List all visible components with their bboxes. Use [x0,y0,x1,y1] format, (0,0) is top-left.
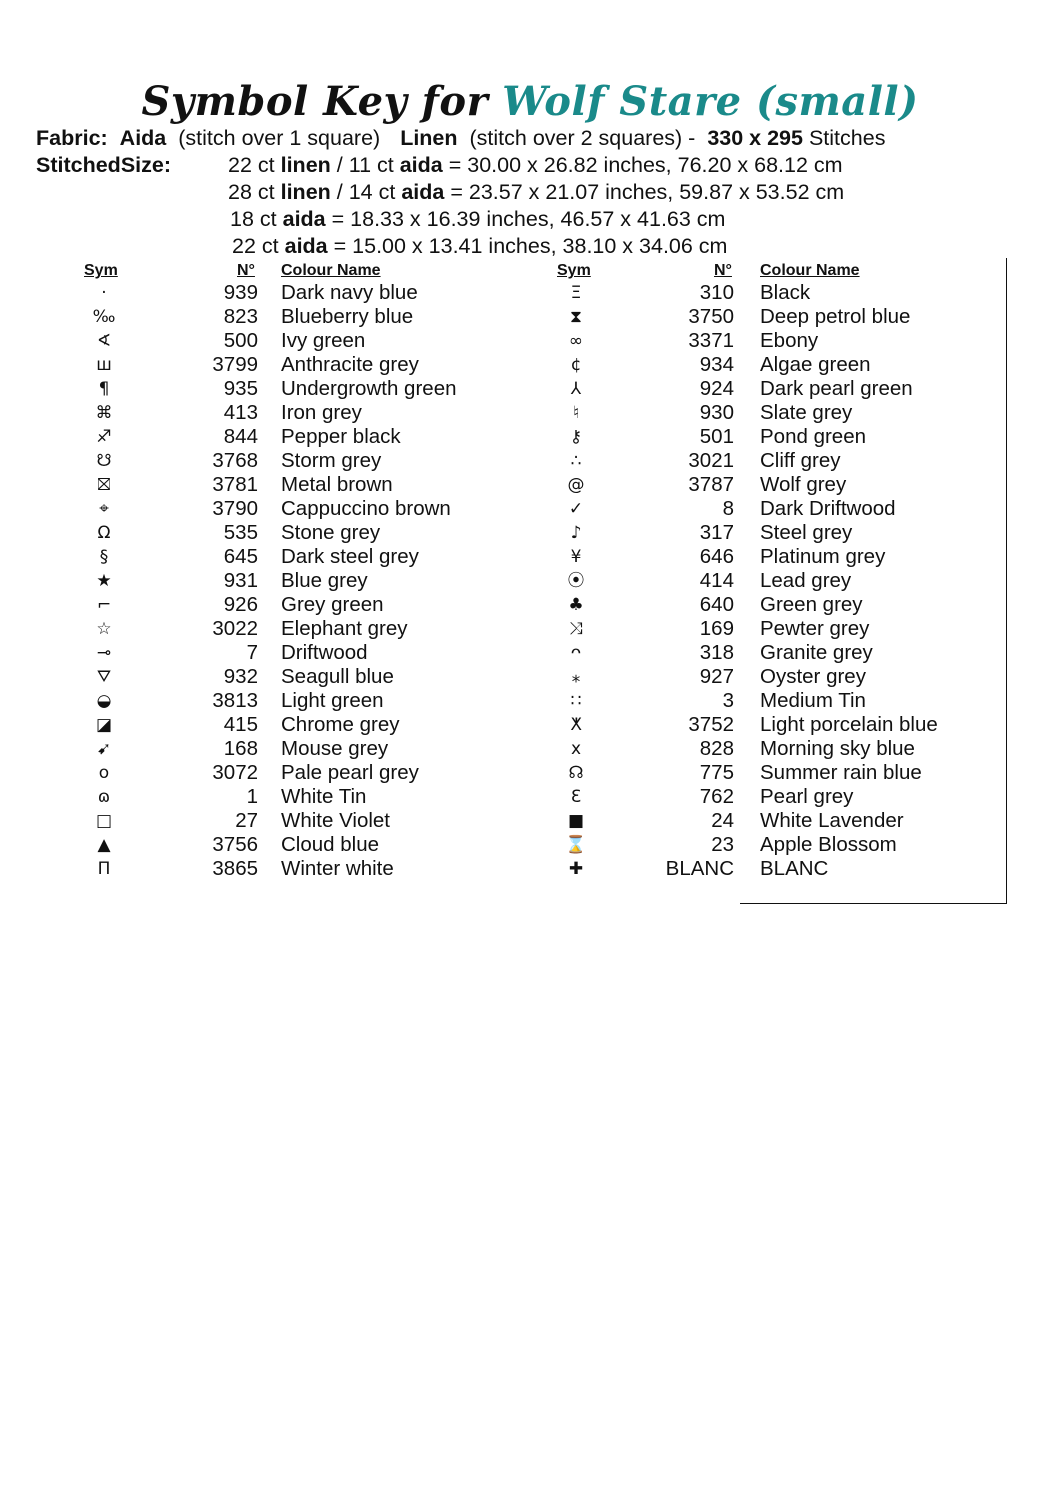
colour-name: Green grey [760,593,863,616]
colour-name: White Violet [281,809,391,832]
colour-name: Morning sky blue [760,737,915,760]
symbol-glyph: ⅄ [570,379,582,399]
thread-number: 645 [223,545,258,568]
thread-number: 3 [722,689,734,712]
thread-number: 932 [223,665,258,688]
colour-name: Cloud blue [281,833,380,856]
symbol-glyph: ⦿ [567,571,585,591]
thread-number: 3790 [212,497,258,520]
thread-number: 3072 [212,761,258,784]
thread-number: 317 [699,521,734,544]
symbol-glyph: ☆ [96,619,112,639]
symbol-glyph: ⚷ [569,427,583,447]
colour-name: White Lavender [760,809,904,832]
thread-number: 3371 [688,329,734,352]
symbol-glyph: ⛛ [96,667,112,687]
thread-number: 844 [223,425,258,448]
symbol-glyph: · [101,283,107,303]
colour-name: Iron grey [281,401,362,424]
symbol-glyph: ∢ [96,331,112,351]
thread-number: 24 [711,809,734,832]
thread-number: 535 [223,521,258,544]
symbol-glyph: ★ [96,571,112,591]
thread-number: 3022 [212,617,258,640]
colour-name: Dark pearl green [760,377,913,400]
colour-name: Platinum grey [760,545,886,568]
fabric-label: Fabric: [36,126,108,150]
symbol-glyph: ✚ [568,859,584,879]
colour-name: Pond green [760,425,867,448]
colour-name: Winter white [281,857,394,880]
thread-number: 3768 [212,449,258,472]
symbol-glyph: ⌘ [95,403,113,423]
thread-number: BLANC [665,857,734,880]
thread-number: 3781 [212,473,258,496]
colour-name: Blueberry blue [281,305,414,328]
colour-name: Black [760,281,811,304]
colour-name: Elephant grey [281,617,408,640]
colour-name: Pepper black [281,425,401,448]
symbol-glyph: ♮ [572,403,580,423]
thread-number: 3813 [212,689,258,712]
colour-name: Pewter grey [760,617,870,640]
thread-number: 8 [722,497,734,520]
thread-number: 501 [699,425,734,448]
header-num-left: N° [237,262,255,279]
thread-number: 762 [699,785,734,808]
title-pattern-name: Wolf Stare (small) [502,78,919,125]
colour-name: White Tin [281,785,367,808]
symbol-glyph: ⁎ [571,667,581,687]
header-num-right: N° [714,262,732,279]
colour-name: Light porcelain blue [760,713,938,736]
colour-name: BLANC [760,857,829,880]
colour-name: Lead grey [760,569,852,592]
size-line: 22 ct aida = 15.00 x 13.41 inches, 38.10 x 34.06 cm [232,234,728,258]
fabric-linen: Linen [400,126,458,150]
colour-name: Light green [281,689,384,712]
thread-number: 169 [699,617,734,640]
title-prefix: Symbol Key for [141,78,489,125]
colour-name: Medium Tin [760,689,866,712]
colour-name: Anthracite grey [281,353,419,376]
table-bottom-border [740,903,1007,904]
symbol-glyph: ɷ [97,787,111,807]
thread-number: 926 [223,593,258,616]
symbol-glyph: ⌖ [99,499,109,519]
symbol-glyph: ⛝ [97,475,111,495]
symbol-glyph: ■ [567,811,585,831]
colour-name: Mouse grey [281,737,389,760]
colour-name: Pale pearl grey [281,761,419,784]
symbol-glyph: ☋ [96,451,112,471]
colour-name: Dark navy blue [281,281,418,304]
symbol-glyph: ⊸ [96,643,112,663]
colour-name: Blue grey [281,569,368,592]
thread-number: 3750 [688,305,734,328]
symbol-glyph: ⵅ [570,715,582,735]
symbol-glyph: ⤨ [569,619,583,639]
symbol-glyph: ¢ [570,355,582,375]
stitched-size-label: StitchedSize: [36,153,171,177]
symbol-glyph: ∞ [568,331,584,351]
thread-number: 310 [699,281,734,304]
symbol-glyph: ∴ [570,451,582,471]
symbol-glyph: Π [97,859,111,879]
size-line: 22 ct linen / 11 ct aida = 30.00 x 26.82 inches, 76.20 x 68.12 cm [228,153,843,177]
thread-number: 3799 [212,353,258,376]
colour-name: Storm grey [281,449,382,472]
size-line: 28 ct linen / 14 ct aida = 23.57 x 21.07 inches, 59.87 x 53.52 cm [228,180,845,204]
colour-name: Summer rain blue [760,761,922,784]
symbol-glyph: ∷ [570,691,582,711]
colour-name: Driftwood [281,641,368,664]
thread-number: 646 [699,545,734,568]
table-right-border [1006,258,1007,904]
thread-number: 924 [699,377,734,400]
colour-name: Pearl grey [760,785,854,808]
thread-number: 3752 [688,713,734,736]
fabric-aida-note: (stitch over 1 square) [178,126,381,150]
colour-name: Granite grey [760,641,873,664]
symbol-glyph: ш [96,355,112,375]
colour-name: Stone grey [281,521,381,544]
symbol-glyph: ♪ [570,523,582,543]
symbol-glyph: ➹ [96,739,112,759]
symbol-glyph: ‰ [92,307,116,327]
colour-name: Steel grey [760,521,853,544]
page-title [0,78,1060,125]
symbol-glyph: ◪ [95,715,113,735]
symbol-glyph: ▲ [97,835,111,855]
symbol-glyph: ⧗ [570,307,582,327]
thread-number: 3787 [688,473,734,496]
colour-name: Wolf grey [760,473,847,496]
colour-name: Apple Blossom [760,833,897,856]
symbol-glyph: ¶ [98,379,110,399]
symbol-glyph: Ξ [570,283,582,303]
symbol-glyph: ᴖ [570,643,582,663]
thread-number: 168 [223,737,258,760]
colour-name: Ebony [760,329,819,352]
stitch-count: 330 x 295 [707,126,803,150]
colour-name: Deep petrol blue [760,305,911,328]
symbol-glyph: x [570,739,582,759]
header-name-left: Colour Name [281,262,381,279]
colour-name: Metal brown [281,473,393,496]
colour-name: Grey green [281,593,384,616]
symbol-glyph: □ [95,811,113,831]
thread-number: 500 [223,329,258,352]
thread-number: 823 [223,305,258,328]
colour-name: Slate grey [760,401,853,424]
symbol-glyph: ✓ [568,499,584,519]
colour-name: Algae green [760,353,871,376]
thread-number: 1 [246,785,258,808]
thread-number: 3756 [212,833,258,856]
thread-number: 415 [223,713,258,736]
colour-name: Cappuccino brown [281,497,451,520]
colour-name: Undergrowth green [281,377,457,400]
stitch-word: Stitches [808,126,886,150]
colour-name: Cliff grey [760,449,841,472]
thread-number: 927 [699,665,734,688]
thread-number: 27 [235,809,258,832]
symbol-glyph: Ɛ [570,787,582,807]
colour-name: Ivy green [281,329,366,352]
header-sym-left: Sym [84,262,118,279]
thread-number: 318 [699,641,734,664]
thread-number: 3865 [212,857,258,880]
thread-number: 640 [699,593,734,616]
header-sym-right: Sym [557,262,591,279]
symbol-glyph: ⌐ [96,595,112,615]
colour-name: Seagull blue [281,665,394,688]
thread-number: 414 [699,569,734,592]
symbol-glyph: o [98,763,110,783]
thread-number: 413 [223,401,258,424]
thread-number: 935 [223,377,258,400]
colour-name: Chrome grey [281,713,400,736]
size-line: 18 ct aida = 18.33 x 16.39 inches, 46.57 x 41.63 cm [230,207,726,231]
symbol-glyph: § [99,547,109,567]
symbol-glyph: ¥ [570,547,582,567]
thread-number: 930 [699,401,734,424]
thread-number: 23 [711,833,734,856]
symbol-glyph: ⌛ [565,835,587,855]
symbol-glyph: ♣ [568,595,584,615]
symbol-glyph: ☊ [568,763,584,783]
symbol-glyph: Ω [97,523,111,543]
header-name-right: Colour Name [760,262,860,279]
colour-name: Dark steel grey [281,545,419,568]
thread-number: 828 [699,737,734,760]
fabric-aida: Aida [119,126,167,150]
fabric-line [36,126,885,151]
symbol-glyph: ♐ [96,427,112,447]
thread-number: 3021 [688,449,734,472]
colour-name: Dark Driftwood [760,497,896,520]
fabric-linen-note: (stitch over 2 squares) - [469,126,696,150]
thread-number: 775 [699,761,734,784]
thread-number: 934 [699,353,734,376]
symbol-glyph: @ [567,475,585,495]
thread-number: 931 [223,569,258,592]
colour-name: Oyster grey [760,665,866,688]
thread-number: 939 [223,281,258,304]
symbol-glyph: ◒ [96,691,112,711]
thread-number: 7 [246,641,258,664]
